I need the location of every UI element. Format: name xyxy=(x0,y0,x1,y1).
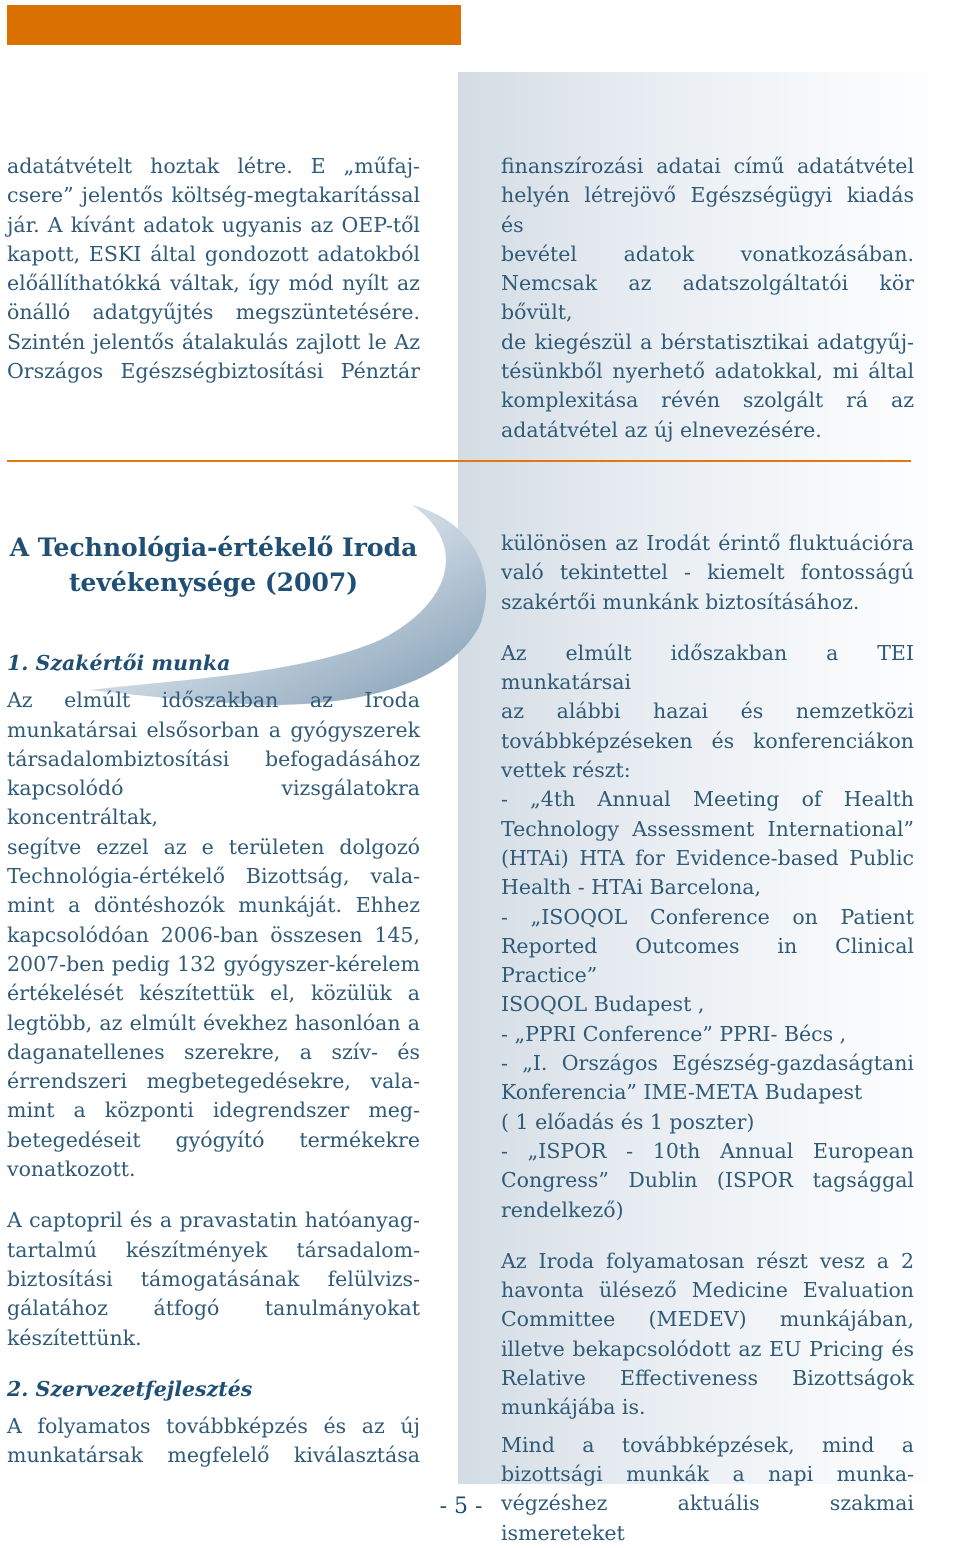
text-line: jár. A kívánt adatok ugyanis az OEP-től xyxy=(7,212,420,237)
text-line: Technológia-értékelő Bizottság, vala- xyxy=(7,864,420,889)
text-line: Az elmúlt időszakban az Iroda xyxy=(7,688,420,713)
text-line: vonatkozott. xyxy=(7,1157,136,1182)
text-line: csere” jelentős költség-megtakarítással xyxy=(7,183,420,208)
section-divider xyxy=(7,460,911,462)
section-title xyxy=(7,530,420,600)
text-line: - „ISOQOL Conference on Patient xyxy=(501,904,914,929)
text-line: értékelését készítettük el, közülük a xyxy=(7,981,420,1006)
text-line: havonta ülésező Medicine Evaluation xyxy=(501,1278,914,1303)
text-line: Konferencia” IME-META Budapest xyxy=(501,1080,863,1105)
paragraph-fluctuation xyxy=(501,529,914,617)
text-line: adatátvételt hoztak létre. E „műfaj- xyxy=(7,154,420,178)
text-line: Az Iroda folyamatosan részt vesz a 2 xyxy=(501,1248,914,1273)
text-line: való tekintettel - kiemelt fontosságú xyxy=(501,560,914,585)
paragraph-medev xyxy=(501,1247,914,1423)
text-line: előállíthatókká váltak, így mód nyílt az xyxy=(7,271,420,296)
top-left-paragraph xyxy=(7,152,420,386)
text-line: A folyamatos továbbképzés és az új xyxy=(7,1414,420,1439)
text-line: legtöbb, az elmúlt évekhez hasonlóan a xyxy=(7,1010,420,1035)
right-column xyxy=(501,529,914,1548)
text-line: ISOQOL Budapest , xyxy=(501,992,705,1017)
text-line: kapcsolódó vizsgálatokra koncentráltak, xyxy=(7,776,420,830)
text-line: - „I. Országos Egészség-gazdaságtani xyxy=(501,1051,914,1076)
text-line: érrendszeri megbetegedésekre, vala- xyxy=(7,1069,420,1094)
text-line: komplexitása révén szolgált rá az xyxy=(501,388,914,413)
section-title-line: A Technológia-értékelő Iroda xyxy=(9,533,418,562)
subheading-org-development: 2. Szervezetfejlesztés xyxy=(7,1376,253,1401)
text-line: - „PPRI Conference” PPRI- Bécs , xyxy=(501,1021,847,1046)
text-line: kapcsolódóan 2006-ban összesen 145, xyxy=(7,922,420,947)
text-line: különösen az Irodát érintő fluktuációra xyxy=(501,531,914,555)
text-line: finanszírozási adatai című adatátvétel xyxy=(501,154,914,178)
text-line: szakértői munkánk biztosításához. xyxy=(501,589,860,614)
text-line: daganatellenes szerekre, a szív- és xyxy=(7,1039,420,1064)
text-line: de kiegészül a bérstatisztikai adatgyűj- xyxy=(501,329,914,354)
paragraph-training xyxy=(7,1412,420,1471)
text-line: Technology Assessment International” xyxy=(501,816,914,841)
page-number: - 5 - xyxy=(439,1494,483,1519)
text-line: illetve bekapcsolódott az EU Pricing és xyxy=(501,1336,914,1361)
paragraph-summary xyxy=(501,1431,914,1548)
text-line: helyén létrejövő Egészségügyi kiadás és xyxy=(501,183,914,237)
text-line: Committee (MEDEV) munkájában, xyxy=(501,1307,914,1332)
text-line: betegedéseit gyógyító termékekre xyxy=(7,1127,420,1152)
text-line: munkatársak megfelelő kiválasztása xyxy=(7,1443,420,1468)
paragraph-conferences xyxy=(501,639,914,1225)
text-line: Health - HTAi Barcelona, xyxy=(501,875,762,900)
text-line: tartalmú készítmények társadalom- xyxy=(7,1237,420,1262)
text-line: Szintén jelentős átalakulás zajlott le Az xyxy=(7,329,420,354)
text-line: önálló adatgyűjtés megszüntetésére. xyxy=(7,300,420,325)
text-line: Nemcsak az adatszolgáltatói kör bővült, xyxy=(501,271,914,325)
text-line: biztosítási támogatásának felülvizs- xyxy=(7,1266,420,1291)
text-line: vettek részt: xyxy=(501,758,631,783)
text-line: Mind a továbbképzések, mind a xyxy=(501,1432,914,1457)
text-line: 2007-ben pedig 132 gyógyszer-kérelem xyxy=(7,951,420,976)
text-line: ( 1 előadás és 1 poszter) xyxy=(501,1109,755,1134)
text-line: Reported Outcomes in Clinical Practice” xyxy=(501,933,914,988)
text-line: - „4th Annual Meeting of Health xyxy=(501,787,914,812)
text-line: készítettünk. xyxy=(7,1325,142,1350)
text-line: adatátvétel az új elnevezésére. xyxy=(501,417,822,442)
text-line: Relative Effectiveness Bizottságok xyxy=(501,1366,914,1391)
text-line: munkájába is. xyxy=(501,1395,646,1420)
text-line: bevétel adatok vonatkozásában. xyxy=(501,241,914,266)
text-line: bizottsági munkák a napi munka- xyxy=(501,1461,914,1486)
text-line: kapott, ESKI által gondozott adatokból xyxy=(7,241,420,266)
paragraph-captopril xyxy=(7,1206,420,1352)
text-line: végzéshez aktuális szakmai ismereteket xyxy=(501,1491,914,1545)
paragraph-expert-work xyxy=(7,686,420,1184)
text-line: társadalombiztosítási befogadásához xyxy=(7,746,420,771)
text-line: segítve ezzel az e területen dolgozó xyxy=(7,834,420,859)
text-line: továbbképzéseken és konferenciákon xyxy=(501,728,914,753)
subheading-expert-work: 1. Szakértői munka xyxy=(7,651,231,675)
text-line: rendelkező) xyxy=(501,1197,624,1222)
text-line: Országos Egészségbiztosítási Pénztár xyxy=(7,359,420,384)
text-line: az alábbi hazai és nemzetközi xyxy=(501,699,914,724)
text-line: (HTAi) HTA for Evidence-based Public xyxy=(501,845,914,870)
text-line: mint a központi idegrendszer meg- xyxy=(7,1098,420,1123)
text-line: tésünkből nyerhető adatokkal, mi által xyxy=(501,359,914,384)
text-line: Az elmúlt időszakban a TEI munkatársai xyxy=(501,640,914,695)
text-line: - „ISPOR - 10th Annual European xyxy=(501,1138,914,1163)
top-right-paragraph xyxy=(501,152,914,445)
text-line: munkatársai elsősorban a gyógyszerek xyxy=(7,717,420,742)
text-line: gálatához átfogó tanulmányokat xyxy=(7,1296,420,1321)
left-column xyxy=(7,649,420,1471)
text-line: Congress” Dublin (ISPOR tagsággal xyxy=(501,1168,914,1193)
text-line: mint a döntéshozók munkáját. Ehhez xyxy=(7,893,420,918)
section-title-line: tevékenysége (2007) xyxy=(68,568,359,597)
text-line: A captopril és a pravastatin hatóanyag- xyxy=(7,1208,420,1233)
